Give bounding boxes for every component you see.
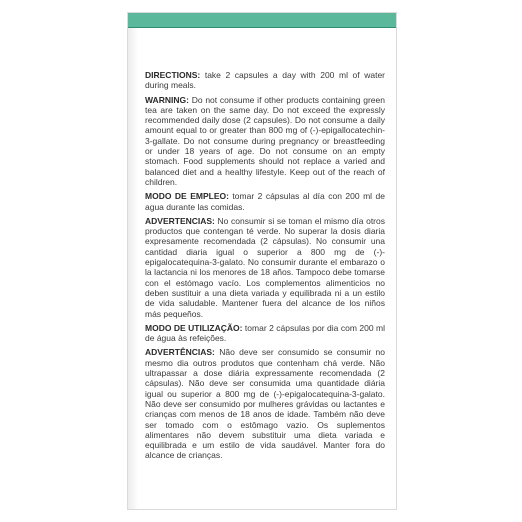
warning-en [145, 95, 385, 188]
section-heading: ADVERTÊNCIAS: [145, 347, 215, 358]
section-heading: MODO DE UTILIZAÇÃO: [145, 322, 243, 333]
box-fold-shadow [128, 28, 138, 509]
section-heading: WARNING: [145, 94, 189, 105]
label-text-block [145, 70, 385, 465]
product-box-side-panel [127, 12, 397, 510]
section-text: Do not consume if other products containing green tea are taken on the same day. Do not exceed the expressly recommended daily dose (2 capsules). Do not consume a daily amount equal to or greater than 800 mg of (-)-epigallocatechin-3-gallate. Do not consume during pregnancy or breastfeeding or under 18 years of age. Do not consume on an empty stomach. Food supplements should not replace a varied and balanced diet and a healthy lifestyle. Keep out of the reach of children. [145, 94, 385, 187]
section-heading: ADVERTENCIAS: [145, 215, 215, 226]
section-text: tomar 2 cápsulas por dia com 200 ml de água às refeições. [145, 322, 385, 344]
directions-es [145, 191, 385, 212]
directions-pt [145, 323, 385, 344]
section-heading: MODO DE EMPLEO: [145, 191, 229, 202]
warning-es [145, 216, 385, 319]
section-text: tomar 2 cápsulas al día con 200 ml de agua durante las comidas. [145, 191, 385, 212]
green-top-band [128, 13, 396, 27]
top-band-edge [128, 27, 396, 28]
section-text: No consumir si se toman el mismo día otros productos que contengan té verde. No superar la dosis diaria expresamente recomendada (2 cápsulas). No consumir una cantidad diaria igual o superior a 800 mg de (-)-epigalocatequina-3-galato. No consumir durante el embarazo o la lactancia ni los menores de 18 años. Tampoco debe tomarse con el estómago vacío. Los complementos alimenticios no deben sustituir a una dieta variada y equilibrada ni a un estilo de vida saludable. Mantener fuera del alcance de los niños más pequeños. [145, 215, 385, 319]
section-text: take 2 capsules a day with 200 ml of water during meals. [145, 70, 385, 91]
section-text: Não deve ser consumido se consumir no mesmo dia outros produtos que contenham chá verde. Não ultrapassar a dose diária expressamente recomendada (2 cápsulas). Não deve ser consumida uma quantidade diária igual ou superior a 800 mg de (-)-epigalocatequina-3-galato. Não deve ser consumido por mulheres grávidas ou lactantes e crianças com menos de 18 anos de idade. Também não deve ser tomado com o estômago vazio. Os suplementos alimentares não devem substituir uma dieta variada e equilibrada e um estilo de vida saudável. Manter fora do alcance de crianças. [145, 347, 385, 461]
directions-en [145, 70, 385, 91]
warning-pt [145, 347, 385, 460]
section-heading: DIRECTIONS: [145, 70, 201, 80]
